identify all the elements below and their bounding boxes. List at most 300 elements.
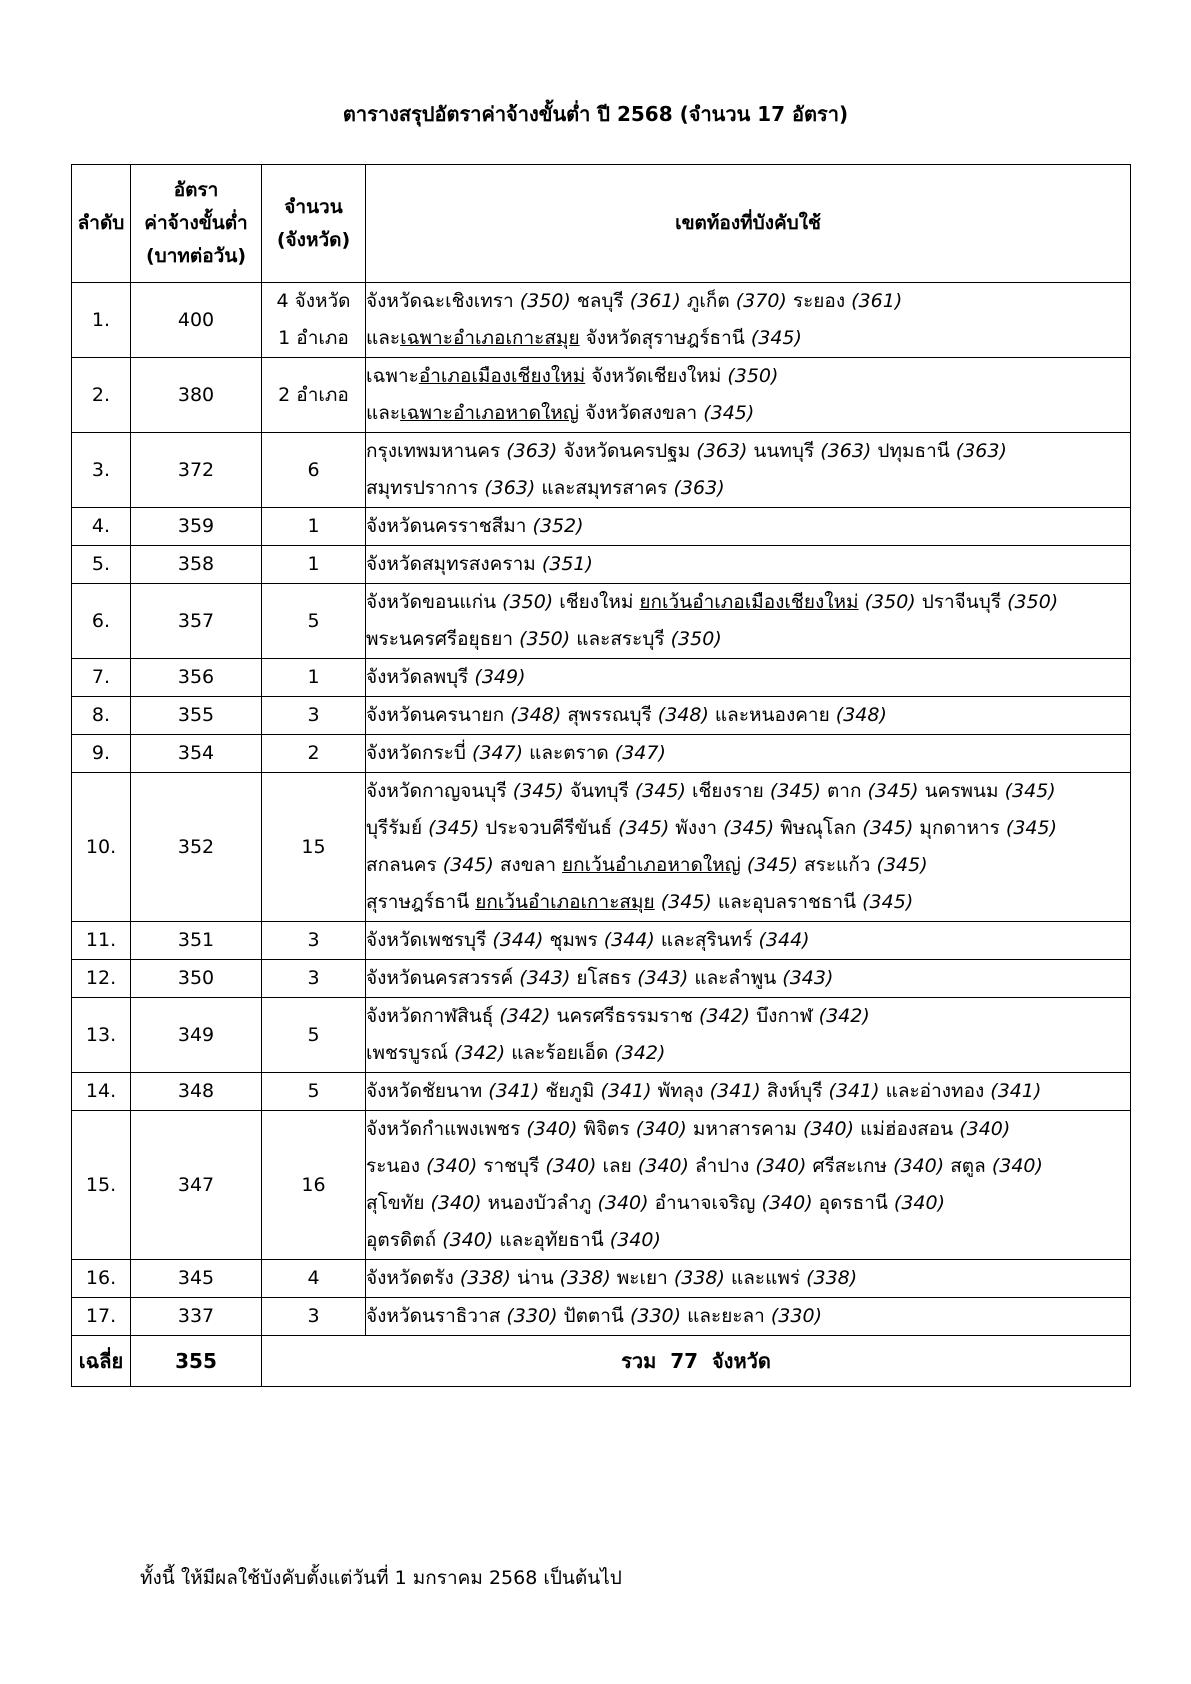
row-count — [262, 659, 366, 697]
row-count — [262, 1073, 366, 1111]
row-rate: 350 — [131, 960, 262, 998]
area-condition: ยกเว้นอำเภอหาดใหญ่ — [562, 854, 741, 876]
area-line — [366, 1298, 1130, 1335]
table-row — [72, 773, 1131, 922]
area-text: ระยอง — [786, 290, 852, 312]
old-rate-value: (361) — [629, 290, 681, 312]
total-provinces: รวม 77 จังหวัด — [262, 1336, 1131, 1387]
row-seq: 8. — [72, 697, 131, 735]
old-rate-value: (348) — [835, 704, 887, 726]
area-text: หนองบัวลำภู — [481, 1192, 598, 1214]
area-text: พิษณุโลก — [774, 817, 863, 839]
row-count — [262, 546, 366, 584]
row-count-line: 3 — [307, 967, 320, 989]
row-rate: 337 — [131, 1298, 262, 1336]
row-count-line: 2 อำเภอ — [278, 383, 349, 406]
old-rate-value: (347) — [614, 742, 666, 764]
table-row — [72, 960, 1131, 998]
area-text: จังหวัดนราธิวาส — [366, 1305, 507, 1327]
row-seq: 13. — [72, 998, 131, 1073]
area-condition: เฉพาะอำเภอเกาะสมุย — [400, 327, 580, 349]
row-count — [262, 922, 366, 960]
old-rate-value: (330) — [506, 1305, 558, 1327]
area-line — [366, 358, 1130, 395]
header-count — [262, 165, 366, 283]
row-seq: 1. — [72, 283, 131, 358]
effective-date-note: ทั้งนี้ ให้มีผลใช้บังคับตั้งแต่วันที่ 1 มกราคม 2568 เป็นต้นไป — [140, 1567, 622, 1589]
area-line — [366, 998, 1130, 1035]
row-area — [366, 1073, 1131, 1111]
row-count-line: 1 อำเภอ — [278, 327, 349, 349]
area-text: อำนาจเจริญ — [648, 1192, 762, 1214]
area-text: ลำปาง — [688, 1155, 756, 1177]
old-rate-value: (349) — [474, 666, 526, 688]
header-rate-line1: อัตรา — [173, 179, 219, 201]
header-count-line1: จำนวน — [284, 195, 343, 218]
old-rate-value: (352) — [532, 515, 584, 537]
area-line — [366, 659, 1130, 696]
row-count-line: 3 — [307, 1305, 320, 1327]
area-text: สกลนคร — [366, 854, 443, 876]
area-text: อุดรธานี — [812, 1192, 894, 1214]
old-rate-value: (342) — [698, 1005, 751, 1027]
old-rate-value: (345) — [442, 854, 494, 876]
area-text: พังงา — [669, 817, 724, 839]
area-text: สตูล — [944, 1155, 992, 1177]
row-area — [366, 433, 1131, 508]
row-area — [366, 584, 1131, 659]
row-rate: 400 — [131, 283, 262, 358]
old-rate-value: (338) — [806, 1267, 858, 1289]
row-area — [366, 1111, 1131, 1260]
header-rate-line3: (บาทต่อวัน) — [145, 245, 247, 267]
minimum-wage-table — [71, 164, 1131, 1387]
header-count-line2: (จังหวัด) — [276, 228, 351, 251]
area-text: จังหวัดชัยนาท — [366, 1080, 489, 1102]
area-text: เชียงราย — [685, 780, 770, 802]
area-text: นนทบุรี — [747, 440, 821, 462]
area-line — [366, 1148, 1130, 1185]
row-area — [366, 546, 1131, 584]
row-count-line: 1 — [307, 515, 320, 537]
area-text: ชลบุรี — [570, 290, 630, 312]
old-rate-value: (350) — [519, 628, 571, 650]
old-rate-value: (340) — [761, 1192, 813, 1214]
row-rate: 372 — [131, 433, 262, 508]
area-text: ปราจีนบุรี — [915, 591, 1008, 613]
area-text: พิจิตร — [577, 1118, 636, 1140]
row-seq: 9. — [72, 735, 131, 773]
old-rate-value: (350) — [519, 290, 571, 312]
old-rate-value: (338) — [673, 1267, 725, 1289]
old-rate-value: (342) — [818, 1005, 870, 1027]
table-row — [72, 433, 1131, 508]
old-rate-value: (340) — [991, 1155, 1043, 1177]
row-rate: 349 — [131, 998, 262, 1073]
area-text: จังหวัดกาฬสินธุ์ — [366, 1005, 500, 1027]
header-seq: ลำดับ — [72, 165, 131, 283]
area-text: และร้อยเอ็ด — [505, 1042, 615, 1064]
area-text: สุพรรณบุรี — [561, 704, 658, 726]
old-rate-value: (341) — [990, 1080, 1042, 1102]
area-text: พัทลุง — [651, 1080, 710, 1102]
old-rate-value: (340) — [597, 1192, 649, 1214]
area-text: พระนครศรีอยุธยา — [366, 628, 520, 650]
old-rate-value: (340) — [802, 1118, 855, 1140]
row-area — [366, 735, 1131, 773]
old-rate-value: (345) — [876, 854, 928, 876]
row-area — [366, 1260, 1131, 1298]
old-rate-value: (363) — [506, 440, 558, 462]
area-text: และหนองคาย — [708, 704, 836, 726]
area-line — [366, 922, 1130, 959]
table-row — [72, 1298, 1131, 1336]
old-rate-value: (345) — [1004, 780, 1056, 802]
row-count-line: 5 — [307, 1023, 320, 1046]
row-area — [366, 773, 1131, 922]
area-text: สุโขทัย — [366, 1192, 431, 1214]
old-rate-value: (344) — [758, 929, 810, 951]
area-text: พะเยา — [610, 1267, 674, 1289]
old-rate-value: (348) — [510, 704, 562, 726]
row-count-line: 5 — [307, 1080, 320, 1102]
old-rate-value: (340) — [893, 1192, 946, 1214]
old-rate-value: (344) — [492, 929, 544, 951]
area-text: เชียงใหม่ — [553, 591, 640, 613]
row-rate: 345 — [131, 1260, 262, 1298]
table-row — [72, 508, 1131, 546]
row-area — [366, 1298, 1131, 1336]
row-count-line: 6 — [307, 458, 320, 481]
area-line — [366, 1073, 1130, 1110]
row-rate: 359 — [131, 508, 262, 546]
area-line — [366, 508, 1130, 545]
old-rate-value: (340) — [637, 1155, 689, 1177]
area-text: และ — [366, 327, 401, 349]
old-rate-value: (341) — [600, 1080, 652, 1102]
old-rate-value: (341) — [488, 1080, 540, 1102]
page-title: ตารางสรุปอัตราค่าจ้างขั้นต่ำ ปี 2568 (จำนวน 17 อัตรา) — [342, 102, 849, 126]
area-line — [366, 320, 1130, 357]
area-text: จังหวัดเชียงใหม่ — [585, 365, 728, 387]
area-text: ประจวบคีรีขันธ์ — [479, 817, 619, 839]
row-rate: 356 — [131, 659, 262, 697]
area-text: ระนอง — [366, 1155, 427, 1177]
old-rate-value: (363) — [820, 440, 872, 462]
area-text: และอ่างทอง — [879, 1080, 991, 1102]
old-rate-value: (345) — [1005, 817, 1057, 839]
area-line — [366, 1185, 1130, 1222]
row-rate: 347 — [131, 1111, 262, 1260]
row-count-line: 3 — [307, 929, 320, 951]
area-line — [366, 433, 1130, 470]
old-rate-value: (340) — [609, 1229, 661, 1251]
area-text: และลำพูน — [688, 967, 783, 989]
table-row — [72, 546, 1131, 584]
area-line — [366, 810, 1130, 847]
table-row — [72, 283, 1131, 358]
area-text: จังหวัดฉะเชิงเทรา — [366, 290, 520, 312]
area-text: จังหวัดสุราษฎร์ธานี — [579, 327, 751, 349]
area-line — [366, 884, 1130, 921]
old-rate-value: (345) — [618, 817, 670, 839]
area-text: และแพร่ — [724, 1267, 807, 1289]
area-text: แม่ฮ่องสอน — [854, 1118, 960, 1140]
old-rate-value: (345) — [750, 327, 802, 349]
row-seq: 15. — [72, 1111, 131, 1260]
area-condition: อำเภอเมืองเชียงใหม่ — [418, 365, 586, 387]
row-area — [366, 960, 1131, 998]
row-count-line: 4 — [307, 1267, 320, 1289]
row-count-line: 1 — [307, 553, 320, 575]
row-count-line: 1 — [307, 666, 320, 688]
row-area — [366, 283, 1131, 358]
row-seq: 11. — [72, 922, 131, 960]
header-area: เขตท้องที่บังคับใช้ — [366, 165, 1131, 283]
area-line — [366, 1035, 1130, 1072]
area-text: จังหวัดกำแพงเพชร — [366, 1118, 527, 1140]
row-count-line: 3 — [307, 704, 320, 726]
row-seq: 14. — [72, 1073, 131, 1111]
old-rate-value: (340) — [426, 1155, 478, 1177]
header-rate-line2: ค่าจ้างขั้นต่ำ — [144, 212, 248, 234]
old-rate-value: (350) — [502, 591, 554, 613]
row-count — [262, 773, 366, 922]
area-text: สุราษฎร์ธานี — [366, 891, 476, 913]
old-rate-value: (340) — [442, 1229, 494, 1251]
row-count — [262, 1298, 366, 1336]
area-text: ตาก — [820, 780, 868, 802]
row-rate: 351 — [131, 922, 262, 960]
area-text: และสุรินทร์ — [654, 929, 759, 951]
area-text: ปัตตานี — [557, 1305, 630, 1327]
area-text: เลย — [596, 1155, 638, 1177]
old-rate-value: (341) — [709, 1080, 761, 1102]
area-text: และตราด — [523, 742, 615, 764]
area-line — [366, 1111, 1130, 1148]
old-rate-value: (350) — [670, 628, 722, 650]
old-rate-value: (361) — [851, 290, 903, 312]
old-rate-value: (338) — [459, 1267, 511, 1289]
old-rate-value: (345) — [703, 402, 755, 424]
header-rate — [131, 165, 262, 283]
old-rate-value: (330) — [629, 1305, 682, 1327]
area-text: จังหวัดนครราชสีมา — [366, 515, 533, 537]
old-rate-value: (350) — [1007, 591, 1059, 613]
row-count — [262, 998, 366, 1073]
row-count — [262, 508, 366, 546]
table-row — [72, 998, 1131, 1073]
old-rate-value: (340) — [755, 1155, 807, 1177]
area-line — [366, 960, 1130, 997]
area-line — [366, 1260, 1130, 1297]
old-rate-value: (348) — [657, 704, 709, 726]
area-line — [366, 470, 1130, 507]
area-text: จังหวัดกาญจนบุรี — [366, 780, 513, 802]
area-text: และ — [366, 402, 401, 424]
table-row — [72, 1111, 1131, 1260]
old-rate-value: (370) — [735, 290, 787, 312]
area-text: จังหวัดลพบุรี — [366, 666, 475, 688]
old-rate-value: (345) — [428, 817, 480, 839]
row-rate: 354 — [131, 735, 262, 773]
area-text: น่าน — [510, 1267, 560, 1289]
old-rate-value: (340) — [430, 1192, 482, 1214]
old-rate-value: (363) — [484, 477, 536, 499]
old-rate-value: (330) — [770, 1305, 822, 1327]
area-text: มหาสารคาม — [686, 1118, 803, 1140]
area-text: จังหวัดตรัง — [366, 1267, 460, 1289]
row-seq: 2. — [72, 358, 131, 433]
old-rate-value: (344) — [603, 929, 655, 951]
row-area — [366, 922, 1131, 960]
row-seq: 7. — [72, 659, 131, 697]
row-count — [262, 697, 366, 735]
row-rate: 348 — [131, 1073, 262, 1111]
table-row — [72, 659, 1131, 697]
old-rate-value: (363) — [696, 440, 748, 462]
area-text: จังหวัดสงขลา — [578, 402, 704, 424]
old-rate-value: (342) — [614, 1042, 666, 1064]
row-count — [262, 1260, 366, 1298]
old-rate-value: (347) — [471, 742, 524, 764]
area-condition: ยกเว้นอำเภอเมืองเชียงใหม่ — [639, 591, 859, 613]
row-count — [262, 735, 366, 773]
row-count-line: 16 — [301, 1173, 326, 1196]
old-rate-value: (350) — [864, 591, 916, 613]
area-condition: ยกเว้นอำเภอเกาะสมุย — [475, 891, 655, 913]
average-value: 355 — [131, 1336, 262, 1387]
row-count — [262, 584, 366, 659]
area-text: จังหวัดนครปฐม — [557, 440, 697, 462]
old-rate-value: (363) — [955, 440, 1007, 462]
area-text: ศรีสะเกษ — [806, 1155, 894, 1177]
old-rate-value: (345) — [769, 780, 821, 802]
old-rate-value: (345) — [862, 817, 914, 839]
row-seq: 5. — [72, 546, 131, 584]
area-line — [366, 395, 1130, 432]
area-text: นครพนม — [918, 780, 1005, 802]
area-text: บึงกาฬ — [750, 1005, 819, 1027]
row-rate: 358 — [131, 546, 262, 584]
area-text: จังหวัดขอนแก่น — [366, 591, 503, 613]
old-rate-value: (340) — [893, 1155, 945, 1177]
area-text: นครศรีธรรมราช — [550, 1005, 699, 1027]
row-count — [262, 283, 366, 358]
row-area — [366, 508, 1131, 546]
old-rate-value: (345) — [746, 854, 799, 876]
area-text: และสมุทรสาคร — [535, 477, 674, 499]
area-line — [366, 735, 1130, 772]
area-text: อุตรดิตถ์ — [366, 1229, 443, 1251]
row-area — [366, 659, 1131, 697]
area-text: ภูเก็ต — [680, 290, 736, 312]
area-condition: เฉพาะอำเภอหาดใหญ่ — [400, 402, 579, 424]
old-rate-value: (363) — [673, 477, 725, 499]
area-text: และยะลา — [681, 1305, 771, 1327]
row-seq: 10. — [72, 773, 131, 922]
row-seq: 12. — [72, 960, 131, 998]
area-line — [366, 847, 1130, 884]
area-text: สิงห์บุรี — [760, 1080, 829, 1102]
old-rate-value: (345) — [634, 780, 686, 802]
row-count — [262, 1111, 366, 1260]
area-text: ปทุมธานี — [871, 440, 956, 462]
area-line — [366, 283, 1130, 320]
table-row — [72, 697, 1131, 735]
area-text: มุกดาหาร — [913, 817, 1006, 839]
row-seq: 3. — [72, 433, 131, 508]
table-row — [72, 358, 1131, 433]
area-text: สมุทรปราการ — [366, 477, 485, 499]
area-text: จังหวัดสมุทรสงคราม — [366, 553, 542, 575]
area-text: ราชบุรี — [477, 1155, 546, 1177]
row-area — [366, 998, 1131, 1073]
row-seq: 17. — [72, 1298, 131, 1336]
old-rate-value: (340) — [526, 1118, 578, 1140]
old-rate-value: (340) — [959, 1118, 1011, 1140]
old-rate-value: (343) — [782, 967, 834, 989]
row-count — [262, 358, 366, 433]
area-line — [366, 773, 1130, 810]
row-seq: 6. — [72, 584, 131, 659]
old-rate-value: (345) — [660, 891, 712, 913]
area-text: เฉพาะ — [366, 365, 419, 387]
old-rate-value: (345) — [867, 780, 919, 802]
area-text: จังหวัดกระบี่ — [366, 742, 472, 764]
old-rate-value: (350) — [727, 365, 779, 387]
area-text: และอุทัยธานี — [493, 1229, 610, 1251]
average-label: เฉลี่ย — [72, 1336, 131, 1387]
old-rate-value: (343) — [637, 967, 689, 989]
old-rate-value: (345) — [862, 891, 914, 913]
row-seq: 4. — [72, 508, 131, 546]
area-text: ยโสธร — [570, 967, 638, 989]
area-text: เพชรบูรณ์ — [366, 1042, 455, 1064]
row-rate: 380 — [131, 358, 262, 433]
area-text: จังหวัดนครนายก — [366, 704, 511, 726]
old-rate-value: (345) — [512, 780, 564, 802]
old-rate-value: (340) — [545, 1155, 597, 1177]
row-count-line: 4 จังหวัด — [276, 290, 351, 312]
table-row — [72, 735, 1131, 773]
area-text: สระแก้ว — [798, 854, 877, 876]
row-count — [262, 433, 366, 508]
row-area — [366, 697, 1131, 735]
area-text: และสระบุรี — [570, 628, 671, 650]
table-row — [72, 584, 1131, 659]
area-text: ชัยภูมิ — [539, 1080, 601, 1102]
old-rate-value: (342) — [499, 1005, 551, 1027]
area-text: และอุบลราชธานี — [711, 891, 863, 913]
row-count-line: 15 — [301, 835, 326, 858]
old-rate-value: (342) — [454, 1042, 506, 1064]
area-text: ชุมพร — [543, 929, 604, 951]
area-line — [366, 584, 1130, 621]
area-line — [366, 621, 1130, 658]
old-rate-value: (338) — [559, 1267, 611, 1289]
table-body — [72, 283, 1131, 1336]
row-seq: 16. — [72, 1260, 131, 1298]
old-rate-value: (343) — [519, 967, 571, 989]
old-rate-value: (340) — [635, 1118, 687, 1140]
area-text: บุรีรัมย์ — [366, 817, 429, 839]
table-header-row — [72, 165, 1131, 283]
row-count-line: 5 — [307, 609, 320, 632]
table-footer-row — [72, 1336, 1131, 1387]
table-row — [72, 922, 1131, 960]
row-rate: 357 — [131, 584, 262, 659]
